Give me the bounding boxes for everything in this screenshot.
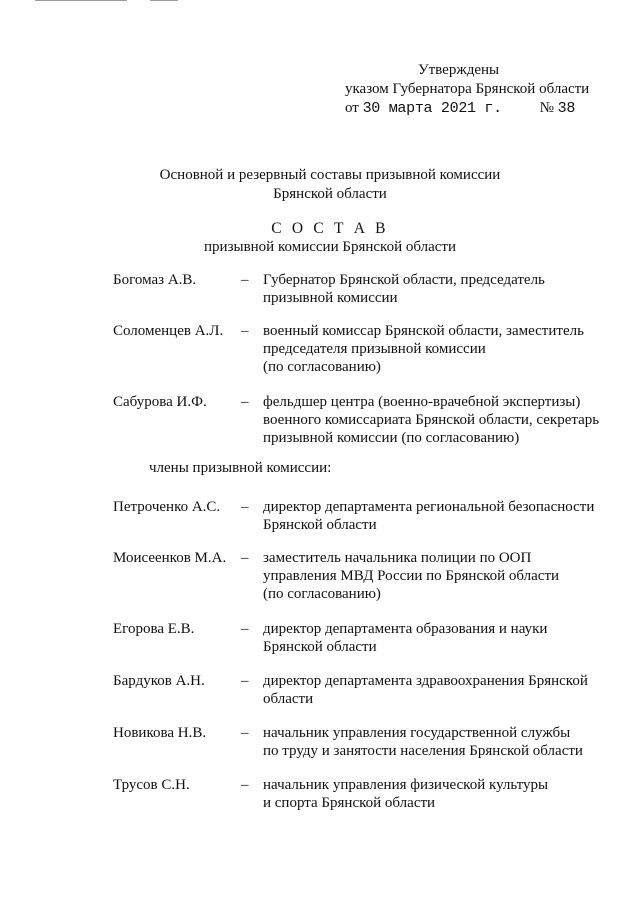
scan-edge-mark <box>150 0 178 1</box>
approval-stamp-block <box>345 61 615 118</box>
member-position <box>263 672 608 708</box>
composition-title: С О С Т А В <box>271 220 389 237</box>
member-name: Богомаз А.В. <box>113 272 197 288</box>
member-position <box>263 776 608 812</box>
scan-edge-mark <box>35 0 127 1</box>
position-line: военного комиссариата Брянской области, секретарь <box>263 412 600 428</box>
member-position <box>263 498 608 534</box>
position-line: директор департамента образования и науки <box>263 621 548 637</box>
dash-separator: – <box>241 499 249 515</box>
dash-separator: – <box>241 621 249 637</box>
member-name: Трусов С.Н. <box>113 777 190 793</box>
member-name: Сабурова И.Ф. <box>113 394 207 410</box>
position-line: Брянской области <box>263 517 377 533</box>
approval-date: 30 марта 2021 г. <box>362 100 502 117</box>
approval-date-line <box>345 99 615 118</box>
approval-title: Утверждены <box>418 62 500 78</box>
composition-subtitle: призывной комиссии Брянской области <box>204 239 456 255</box>
position-line: области <box>263 691 314 707</box>
position-line: призывной комиссии <box>263 290 398 306</box>
position-line: призывной комиссии (по согласованию) <box>263 430 520 446</box>
dash-separator: – <box>241 777 249 793</box>
member-position <box>263 724 608 760</box>
member-position <box>263 271 608 307</box>
position-line: начальник управления государственной службы <box>263 725 571 741</box>
position-line: председателя призывной комиссии <box>263 341 486 357</box>
position-line: и спорта Брянской области <box>263 795 436 811</box>
members-label: члены призывной комиссии: <box>149 460 332 476</box>
dash-separator: – <box>241 550 249 566</box>
position-line: заместитель начальника полиции по ООП <box>263 550 532 566</box>
dash-separator: – <box>241 272 249 288</box>
member-name: Моисеенков М.А. <box>113 550 227 566</box>
member-name: Петроченко А.С. <box>113 499 221 515</box>
heading-line: Основной и резервный составы призывной комиссии <box>159 167 501 183</box>
position-line: военный комиссар Брянской области, заместитель <box>263 323 584 339</box>
position-line: по труду и занятости населения Брянской области <box>263 743 583 759</box>
member-name: Егорова Е.В. <box>113 621 195 637</box>
approval-from: от <box>345 100 359 116</box>
member-name: Новикова Н.В. <box>113 725 207 741</box>
dash-separator: – <box>241 673 249 689</box>
member-position <box>263 620 608 656</box>
member-position <box>263 322 608 376</box>
position-line: начальник управления физической культуры <box>263 777 549 793</box>
position-line: директор департамента региональной безопасности <box>263 499 595 515</box>
approval-decree: указом Губернатора Брянской области <box>345 81 590 97</box>
member-name: Бардуков А.Н. <box>113 673 205 689</box>
heading-line: Брянской области <box>273 186 387 202</box>
position-line: (по согласованию) <box>263 359 381 375</box>
member-position <box>263 393 608 447</box>
member-position <box>263 549 608 603</box>
position-line: управления МВД России по Брянской области <box>263 568 560 584</box>
position-line: (по согласованию) <box>263 586 381 602</box>
member-name: Соломенцев А.Л. <box>113 323 224 339</box>
position-line: фельдшер центра (военно-врачебной экспертизы) <box>263 394 581 410</box>
position-line: директор департамента здравоохранения Брянской <box>263 673 588 689</box>
position-line: Брянской области <box>263 639 377 655</box>
document-heading <box>40 166 620 204</box>
position-line: Губернатор Брянской области, председатель <box>263 272 545 288</box>
approval-number-label: № <box>539 100 554 116</box>
composition-heading <box>40 219 620 257</box>
dash-separator: – <box>241 725 249 741</box>
dash-separator: – <box>241 323 249 339</box>
dash-separator: – <box>241 394 249 410</box>
approval-number: 38 <box>557 100 576 117</box>
